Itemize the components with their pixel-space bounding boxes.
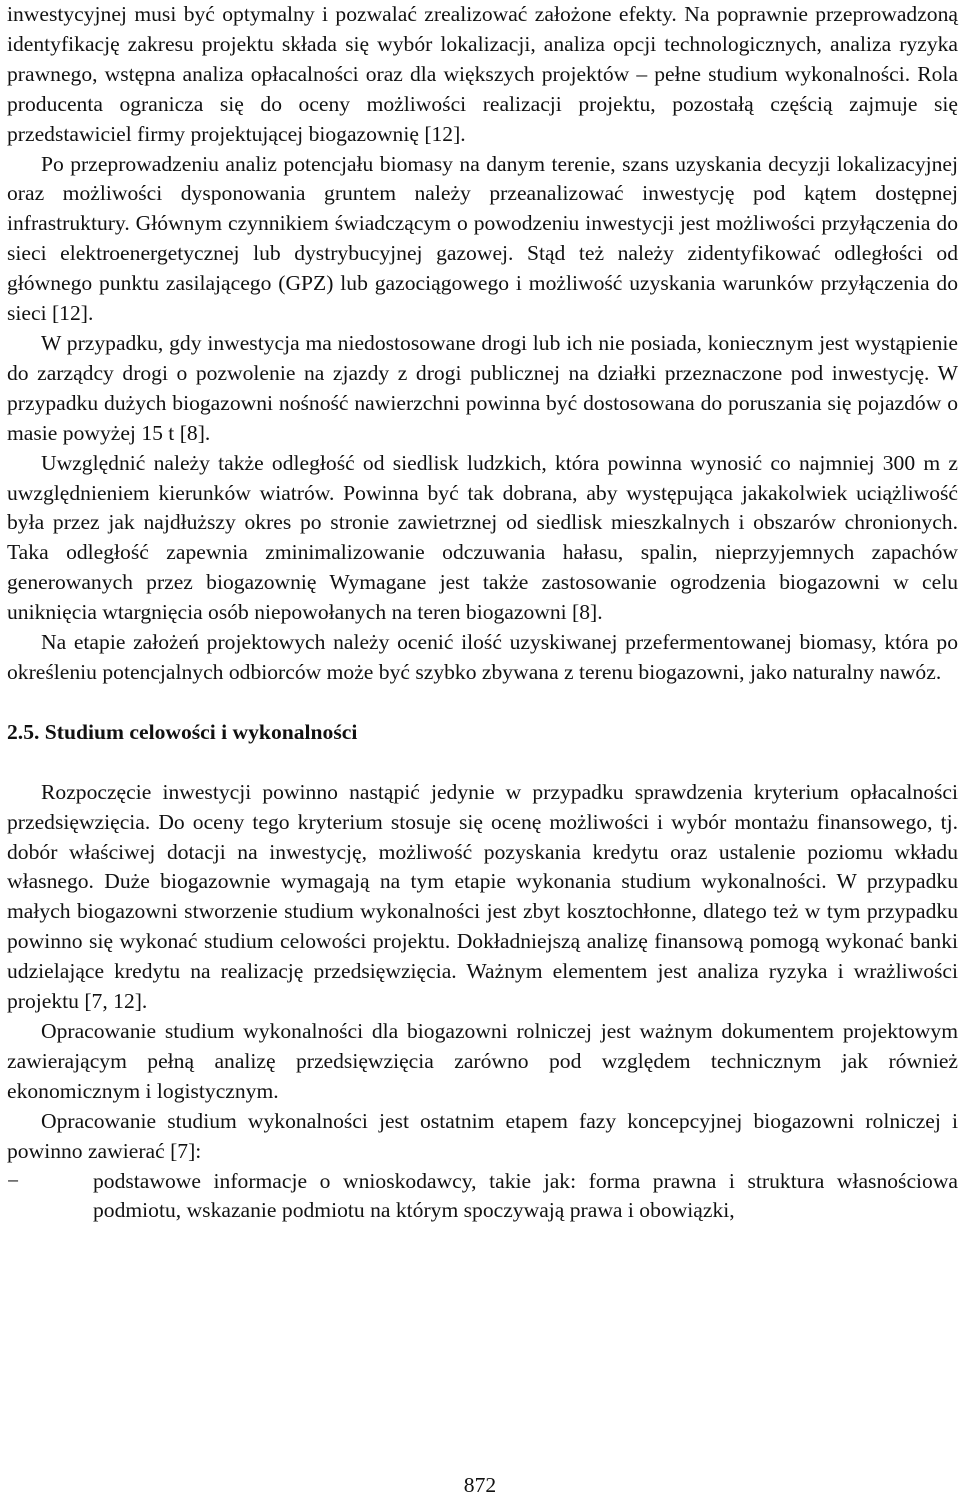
paragraph-digestate: Na etapie założeń projektowych należy ocenić ilość uzyskiwanej przefermentowanej biomasy, która po określeniu potencjalnych odbiorców może być szybko zbywana z terenu biogazowni, jako naturalny nawóz. — [7, 630, 958, 684]
requirements-list — [7, 1167, 958, 1227]
list-item — [7, 1167, 958, 1227]
paragraph-feasibility-study: Opracowanie studium wykonalności dla biogazowni rolniczej jest ważnym dokumentem projektowym zawierającym pełną analizę przedsięwzięcia zarówno pod względem technicznym jak również ekonomicznym i logistycznym. — [7, 1019, 958, 1103]
paragraph-distance: Uwzględnić należy także odległość od siedlisk ludzkich, która powinna wynosić co najmniej 300 m z uwzględnieniem kierunków wiatrów. Powinna być tak dobrana, aby występująca jakakolwiek uciążliwość była przez jak najdłuższy okres po stronie zawietrznej od siedlisk mieszkalnych i obszarów chronionych. Taka odległość zapewnia zminimalizowanie odczuwania hałasu, spalin, nieprzyjemnych zapachów generowanych przez biogazownię Wymagane jest także zastosowanie ogrodzenia biogazowni w celu uniknięcia wtargnięcia osób niepowołanych na teren biogazowni [8]. — [7, 450, 958, 625]
paragraph-continuation: inwestycyjnej musi być optymalny i pozwalać zrealizować założone efekty. Na poprawnie przeprowadzoną identyfikację zakresu projektu składa się wybór lokalizacji, analiza opcji technologicznych, analiza ryzyka prawnego, wstępna analiza opłacalności oraz dla większych projektów – pełne studium wykonalności. Rola producenta ogranicza się do oceny możliwości realizacji projektu, pozostałą częścią zajmuje się przedstawiciel firmy projektującej biogazownię [12]. — [7, 2, 958, 146]
document-page — [7, 0, 958, 1226]
paragraph-study-contents: Opracowanie studium wykonalności jest ostatnim etapem fazy koncepcyjnej biogazowni rolniczej i powinno zawierać [7]: — [7, 1108, 958, 1163]
paragraph-roads: W przypadku, gdy inwestycja ma niedostosowane drogi lub ich nie posiada, koniecznym jest wystąpienie do zarządcy drogi o pozwolenie na zjazdy z drogi publicznej na działki przeznaczone pod inwestycję. W przypadku dużych biogazowni nośność nawierzchni powinna być dostosowana do poruszania się pojazdów o masie powyżej 15 t [8]. — [7, 330, 958, 445]
paragraph-profitability: Rozpoczęcie inwestycji powinno nastąpić jedynie w przypadku sprawdzenia kryterium opłacalności przedsięwzięcia. Do oceny tego kryterium stosuje się ocenę możliwości i wybór montażu finansowego, tj. dobór właściwej dotacji na inwestycję, możliwość pozyskania kredytu oraz ustalenie poziomu wkładu własnego. Duże biogazownie wymagają na tym etapie wykonania studium wykonalności. W przypadku małych biogazowni stworzenie studium wykonalności jest zbyt kosztochłonne, dlatego też w tym przypadku powinno się wykonać studium celowości projektu. Dokładniejszą analizę finansową pomogą wykonać banki udzielające kredytu na realizację przedsięwzięcia. Ważnym elementem jest analiza ryzyka i wrażliwości projektu [7, 12]. — [7, 779, 958, 1014]
section-heading: 2.5. Studium celowości i wykonalności — [7, 719, 358, 744]
page-number: 872 — [463, 1473, 497, 1497]
paragraph-infrastructure: Po przeprowadzeniu analiz potencjału biomasy na danym terenie, szans uzyskania decyzji lokalizacyjnej oraz możliwości dysponowania gruntem należy przeanalizować inwestycję pod kątem dostępnej infrastruktury. Głównym czynnikiem świadczącym o powodzeniu inwestycji jest możliwości przyłączenia do sieci elektroenergetycznej lub dystrybucyjnej gazowej. Stąd też należy zidentyfikować odległości od głównego punktu zasilającego (GPZ) lub gazociągowego i możliwość uzyskania warunków przyłączenia do sieci [12]. — [7, 151, 958, 326]
list-dash-marker: − — [7, 1168, 20, 1193]
list-item-text: podstawowe informacje o wnioskodawcy, takie jak: forma prawna i struktura własnościowa podmiotu, wskazanie podmiotu na którym spoczywają prawa i obowiązki, — [93, 1168, 958, 1223]
